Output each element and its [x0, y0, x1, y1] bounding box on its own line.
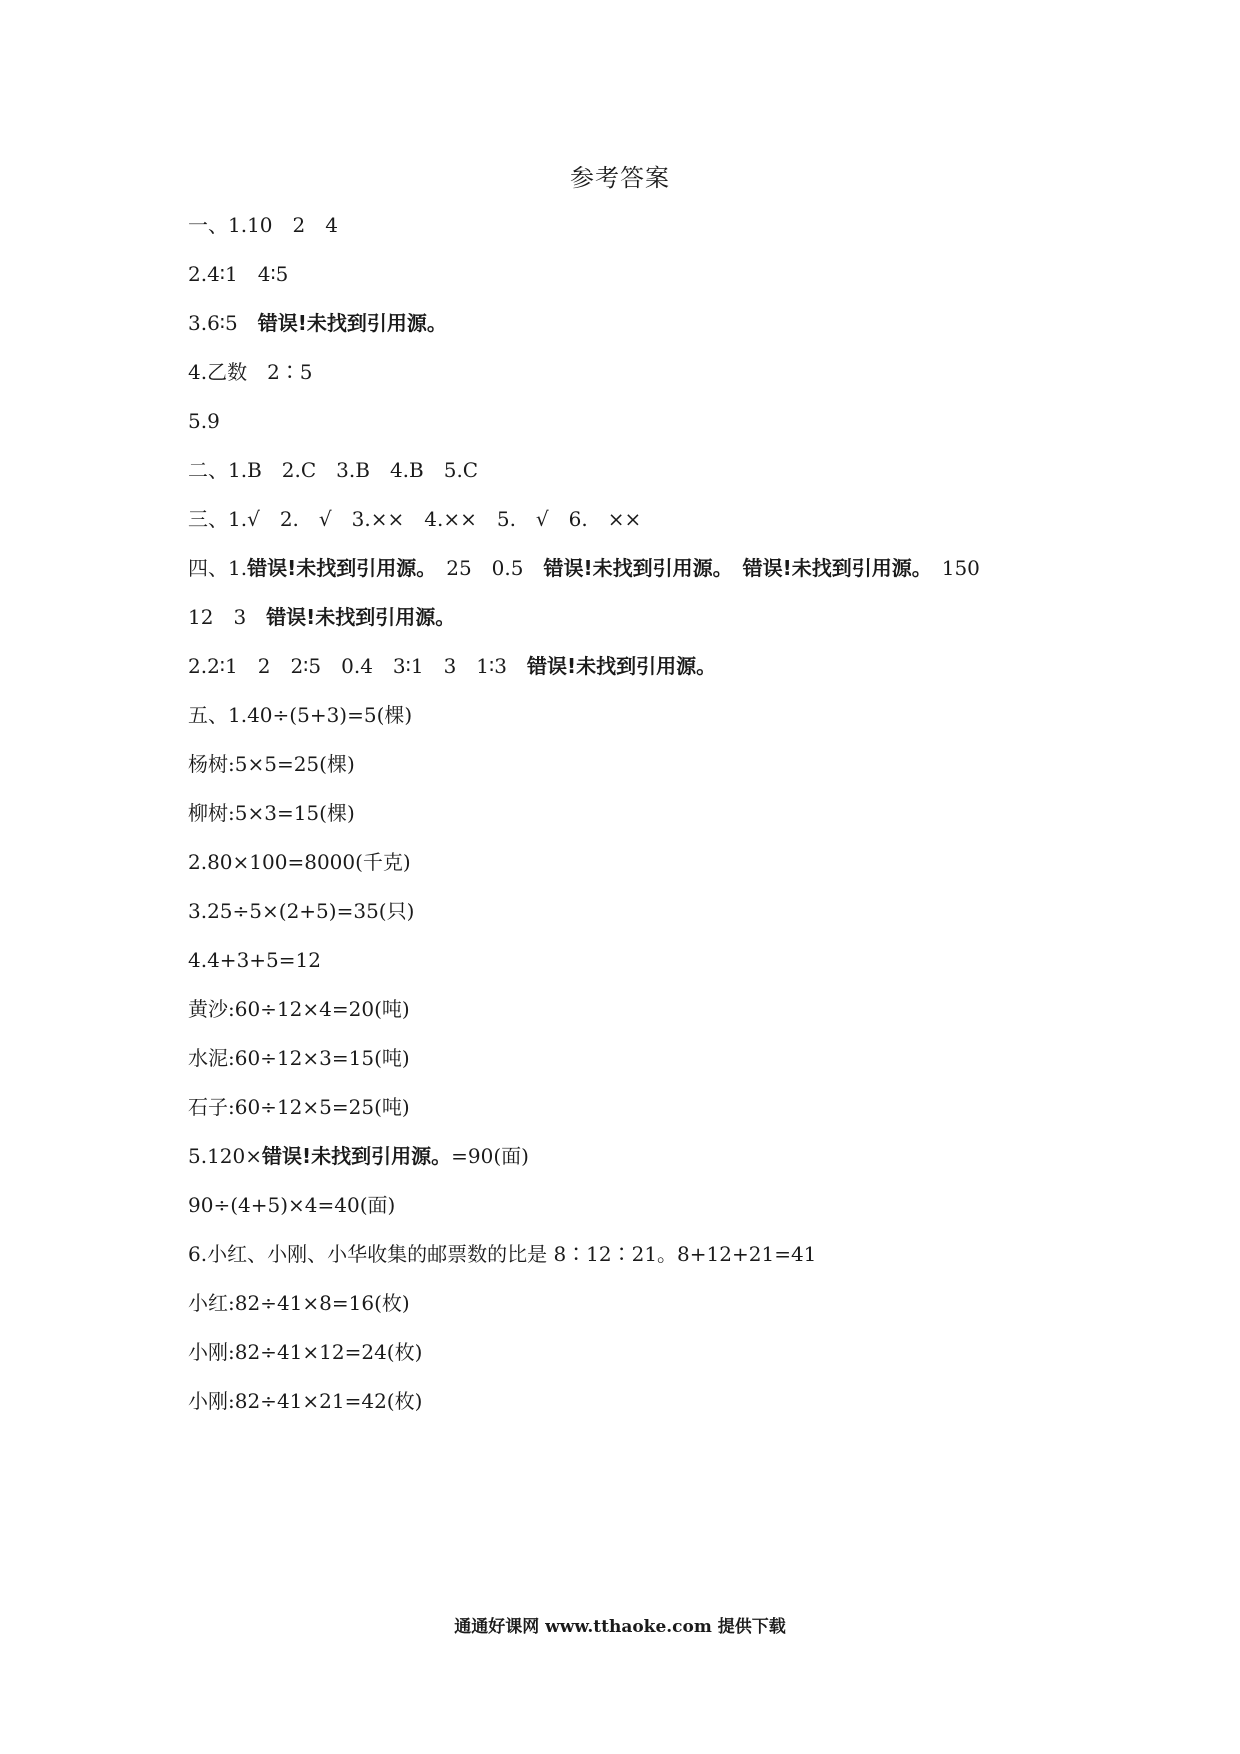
answer-text: 12 3: [188, 605, 267, 629]
answer-line: 小刚:82÷41×12=24(枚): [188, 1340, 423, 1364]
error-reference: 错误!未找到引用源。: [247, 556, 427, 580]
answer-line: 五、1.40÷(5+3)=5(棵): [188, 703, 413, 727]
error-reference: 错误!未找到引用源。: [257, 311, 447, 335]
answer-line: 小刚:82÷41×21=42(枚): [188, 1389, 423, 1413]
answer-line: [188, 553, 1088, 602]
answer-text: 25 0.5: [426, 556, 544, 580]
answer-line: 小红:82÷41×8=16(枚): [188, 1291, 410, 1315]
error-reference: 错误!未找到引用源。: [266, 605, 456, 629]
answer-line: 4.4+3+5=12: [188, 948, 321, 972]
answer-text: =90(面): [451, 1144, 529, 1168]
answer-line: 3.25÷5×(2+5)=35(只): [188, 899, 415, 923]
answer-line: 2.80×100=8000(千克): [188, 850, 411, 874]
answer-line: 水泥:60÷12×3=15(吨): [188, 1046, 410, 1070]
answer-line: 黄沙:60÷12×4=20(吨): [188, 997, 410, 1021]
answer-line: 4.乙数 2∶5: [188, 360, 313, 384]
answer-text: 2.2∶1 2 2∶5 0.4 3∶1 3 1∶3: [188, 654, 527, 678]
answer-line: [188, 602, 1088, 651]
answer-line: 90÷(4+5)×4=40(面): [188, 1193, 396, 1217]
answer-line: 二、1.B 2.C 3.B 4.B 5.C: [188, 458, 479, 482]
answer-text: 5.120×: [188, 1144, 263, 1168]
answer-text: 四、1.: [188, 556, 248, 580]
error-reference: 错误!未找到引用源。: [742, 556, 922, 580]
page-title: 参考答案: [570, 164, 670, 192]
answer-line: 三、1.√ 2. √ 3.×× 4.×× 5. √ 6. ××: [188, 507, 642, 531]
answer-line: 6.小红、小刚、小华收集的邮票数的比是 8∶12∶21。8+12+21=41: [188, 1242, 817, 1266]
error-reference: 错误!未找到引用源。: [262, 1144, 452, 1168]
answer-content: [188, 210, 1088, 1435]
answer-line: 2.4∶1 4∶5: [188, 262, 289, 286]
answer-text: [723, 556, 743, 580]
answer-line: [188, 651, 1088, 700]
answer-line: 杨树:5×5=25(棵): [188, 752, 355, 776]
page-footer: 通通好课网 www.tthaoke.com 提供下载: [454, 1617, 786, 1637]
error-reference: 错误!未找到引用源。: [526, 654, 717, 678]
answer-line: 石子:60÷12×5=25(吨): [188, 1095, 410, 1119]
answer-text: 3.6∶5: [188, 311, 258, 335]
answer-line: 柳树:5×3=15(棵): [188, 801, 355, 825]
answer-line: [188, 308, 1088, 357]
answer-text: 150: [921, 556, 980, 580]
answer-line: 5.9: [188, 409, 220, 433]
error-reference: 错误!未找到引用源。: [543, 556, 723, 580]
answer-line: 一、1.10 2 4: [188, 213, 338, 237]
answer-line: [188, 1141, 1088, 1190]
